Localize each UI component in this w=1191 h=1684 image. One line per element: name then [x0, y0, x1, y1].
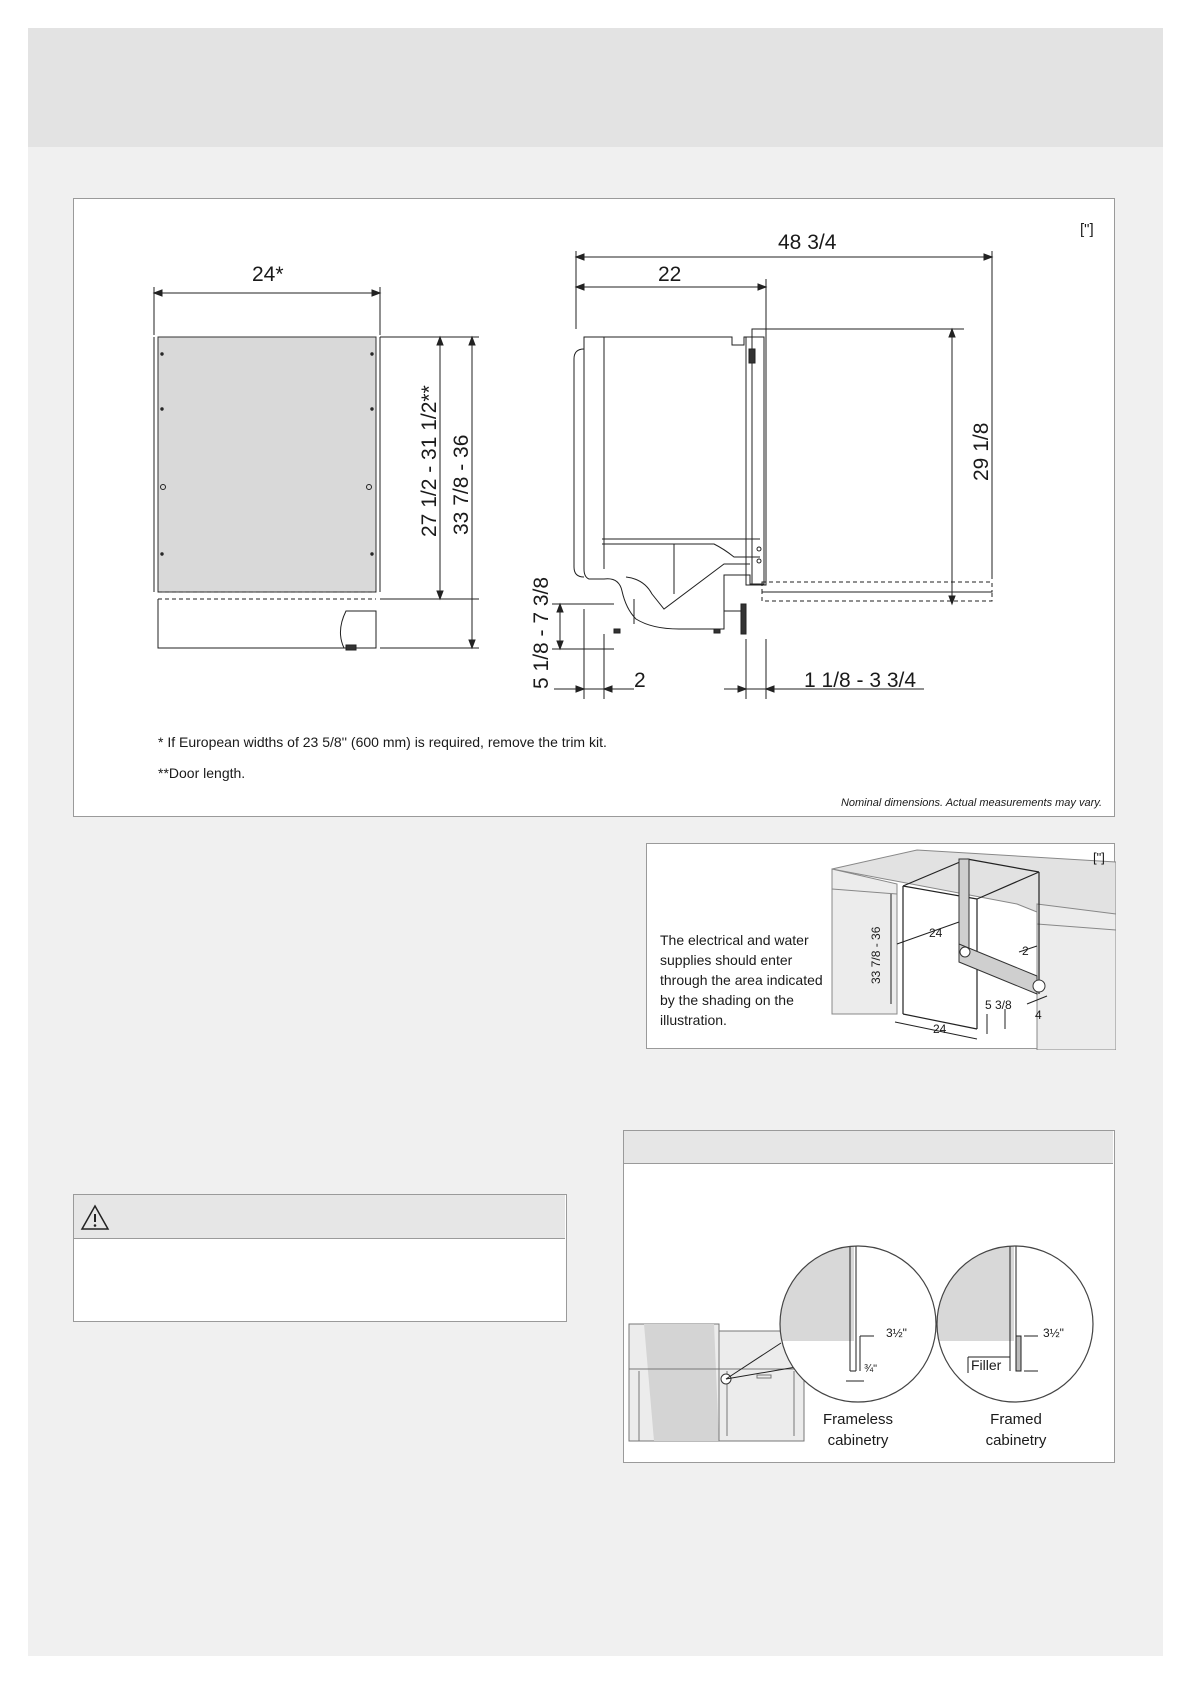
frameless-cabinetry-label: Frameless cabinetry: [822, 1411, 893, 1449]
supply-width-dimension: 24: [933, 1022, 947, 1036]
supply-caption: The electrical and water supplies should enter through the area indicated by the shading on the illustration.: [660, 932, 823, 1028]
front-width-dimension: 24*: [252, 263, 284, 286]
warning-triangle-icon: [80, 1203, 110, 1233]
supply-corner-dimension: 4: [1035, 1008, 1042, 1022]
front-view-drawing: [154, 337, 380, 650]
framed-cabinetry-label: Framed cabinetry: [985, 1411, 1047, 1449]
frameless-height-label: 3½": [886, 1326, 907, 1340]
footnote-door-length: **Door length.: [158, 765, 246, 781]
nominal-dimensions-disclaimer: Nominal dimensions. Actual measurements may vary.: [840, 797, 1102, 809]
supply-height-dimension: 33 7/8 - 36: [869, 926, 883, 984]
supply-low-dimension: 5 3/8: [985, 998, 1012, 1012]
side-height-dimension: 29 1/8: [970, 422, 993, 481]
side-view-drawing: [574, 329, 992, 634]
side-total-depth-dimension: 48 3/4: [778, 231, 837, 254]
side-depth-dimension: 22: [658, 263, 682, 286]
toe-depth-dimension: 2: [634, 669, 646, 692]
door-gap-dimension: 1 1/8 - 3 3/4: [804, 669, 917, 692]
filler-label: Filler: [971, 1357, 1002, 1373]
supply-unit-label: ["]: [1093, 850, 1105, 865]
supply-depth-dimension: 24: [929, 926, 943, 940]
toe-height-dimension: 5 1/8 - 7 3/8: [530, 576, 553, 689]
front-total-height-dimension: 33 7/8 - 36: [450, 434, 473, 535]
framed-height-label: 3½": [1043, 1326, 1064, 1340]
dimensions-diagram: [74, 199, 1116, 818]
front-door-height-dimension: 27 1/2 - 31 1/2**: [418, 385, 441, 537]
supply-area-box: [646, 843, 1115, 1049]
cabinetry-box: [623, 1130, 1115, 1463]
warning-header: [74, 1195, 565, 1239]
dimensions-diagram-box: [73, 198, 1115, 817]
unit-label: ["]: [1080, 221, 1094, 238]
warning-box: [73, 1194, 567, 1322]
supply-side-dimension: 2: [1022, 944, 1029, 958]
header-band: [28, 28, 1163, 147]
footnote-european-width: * If European widths of 23 5/8'' (600 mm) is required, remove the trim kit.: [158, 734, 607, 750]
frameless-thickness-label: ¾": [864, 1363, 878, 1375]
